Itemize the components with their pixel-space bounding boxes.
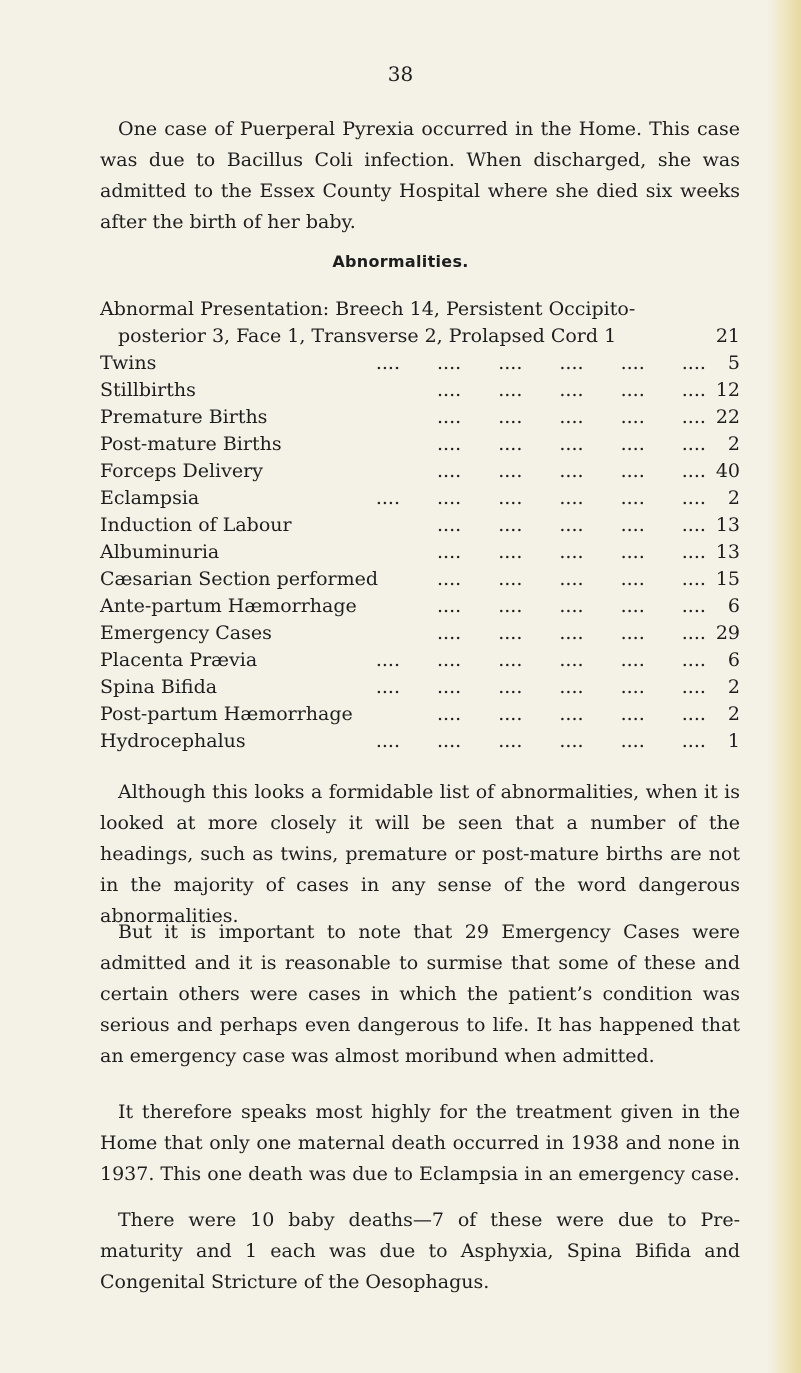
- table-row: [100, 620, 740, 647]
- row-value: 2: [727, 433, 740, 455]
- section-heading: Abnormalities.: [332, 252, 469, 271]
- row-label: Placenta Prævia: [100, 649, 258, 671]
- leader-dots: .... .... .... .... ....: [437, 406, 706, 428]
- row-label: Emergency Cases: [100, 622, 272, 644]
- row-value: 15: [715, 568, 740, 590]
- row-value: 1: [727, 730, 740, 752]
- row-value: 13: [715, 514, 740, 536]
- row-label: Spina Bifida: [100, 676, 218, 698]
- leader-dots: .... .... .... .... ....: [437, 622, 706, 644]
- intro-paragraph: One case of Puerperal Pyrexia occurred in the Home. This case was due to Bacillus Coli infection. When discharged, she was admitted to the Essex County Hospital where she died six weeks after the birth of her baby.: [100, 118, 740, 233]
- row-value: 6: [727, 595, 740, 617]
- page-number: 38: [387, 62, 414, 86]
- paragraph-abnormalities-note: Although this looks a formidable list of abnormalities, when it is looked at more closely it will be seen that a number of the headings, such as twins, premature or post-mature births are not in the majority of cases in any sense of the word dangerous abnormalities.: [100, 781, 740, 927]
- abnormal-presentation-line2-row: [100, 323, 740, 350]
- leader-dots: .... .... .... .... .... ....: [375, 649, 706, 671]
- row-label: Twins: [100, 352, 157, 374]
- table-row: [100, 566, 740, 593]
- table-row: [100, 431, 740, 458]
- paragraph-baby-deaths: There were 10 baby deaths—7 of these were due to Pre-maturity and 1 each was due to Asphyxia, Spina Bifida and Congenital Stricture of the Oesophagus.: [100, 1209, 740, 1293]
- abnormal-presentation-line1: Abnormal Presentation: Breech 14, Persistent Occipito-: [100, 298, 636, 320]
- table-row: [100, 647, 740, 674]
- row-label: Eclampsia: [100, 487, 200, 509]
- row-label: Cæsarian Section performed: [100, 568, 379, 590]
- leader-dots: .... .... .... .... ....: [437, 433, 706, 455]
- row-label: Induction of Labour: [100, 514, 292, 536]
- leader-dots: .... .... .... .... .... ....: [375, 730, 706, 752]
- leader-dots: .... .... .... .... .... ....: [375, 352, 706, 374]
- row-value: 12: [715, 379, 740, 401]
- row-label: Albuminuria: [100, 541, 220, 563]
- row-label: Stillbirths: [100, 379, 196, 401]
- paragraph-emergency-cases: But it is important to note that 29 Emergency Cases were admitted and it is reasonable to surmise that some of these and certain others were cases in which the patient’s condition was serious and perhaps even dangerous to life. It has happened that an emergency case was almost moribund when admitted.: [100, 921, 740, 1067]
- abnormal-presentation: [100, 296, 740, 350]
- table-row: [100, 512, 740, 539]
- row-label: Premature Births: [100, 406, 268, 428]
- leader-dots: .... .... .... .... .... ....: [375, 487, 706, 509]
- table-row: [100, 404, 740, 431]
- row-value: 29: [715, 622, 740, 644]
- leader-dots: .... .... .... .... ....: [437, 514, 706, 536]
- leader-dots: .... .... .... .... ....: [437, 379, 706, 401]
- table-row: [100, 485, 740, 512]
- row-value: 2: [727, 487, 740, 509]
- row-label: Forceps Delivery: [100, 460, 263, 482]
- table-row: [100, 458, 740, 485]
- table-row: [100, 674, 740, 701]
- row-value: 40: [715, 460, 740, 482]
- row-label: Ante-partum Hæmorrhage: [100, 595, 357, 617]
- leader-dots: .... .... .... .... ....: [437, 595, 706, 617]
- table-row: [100, 593, 740, 620]
- leader-dots: .... .... .... .... ....: [437, 541, 706, 563]
- row-value: 22: [715, 406, 740, 428]
- abnormalities-table: [100, 350, 740, 755]
- row-label: Post-partum Hæmorrhage: [100, 703, 353, 725]
- table-row: [100, 701, 740, 728]
- row-value: 2: [727, 703, 740, 725]
- leader-dots: .... .... .... .... ....: [437, 460, 706, 482]
- abnormal-presentation-value: 21: [715, 325, 740, 347]
- table-row: [100, 377, 740, 404]
- leader-dots: .... .... .... .... .... ....: [375, 676, 706, 698]
- row-value: 6: [727, 649, 740, 671]
- row-label: Post-mature Births: [100, 433, 282, 455]
- leader-dots: .... .... .... .... ....: [437, 568, 706, 590]
- abnormal-presentation-line2: posterior 3, Face 1, Transverse 2, Prolapsed Cord 1: [118, 325, 617, 347]
- row-value: 13: [715, 541, 740, 563]
- row-value: 5: [727, 352, 740, 374]
- table-row: [100, 350, 740, 377]
- leader-dots: .... .... .... .... ....: [437, 703, 706, 725]
- row-value: 2: [727, 676, 740, 698]
- table-row: [100, 728, 740, 755]
- page-edge: [767, 0, 801, 1373]
- paragraph-maternal-death: It therefore speaks most highly for the treatment given in the Home that only one maternal death occurred in 1938 and none in 1937. This one death was due to Eclampsia in an emergency case.: [100, 1101, 740, 1185]
- row-label: Hydrocephalus: [100, 730, 246, 752]
- table-row: [100, 539, 740, 566]
